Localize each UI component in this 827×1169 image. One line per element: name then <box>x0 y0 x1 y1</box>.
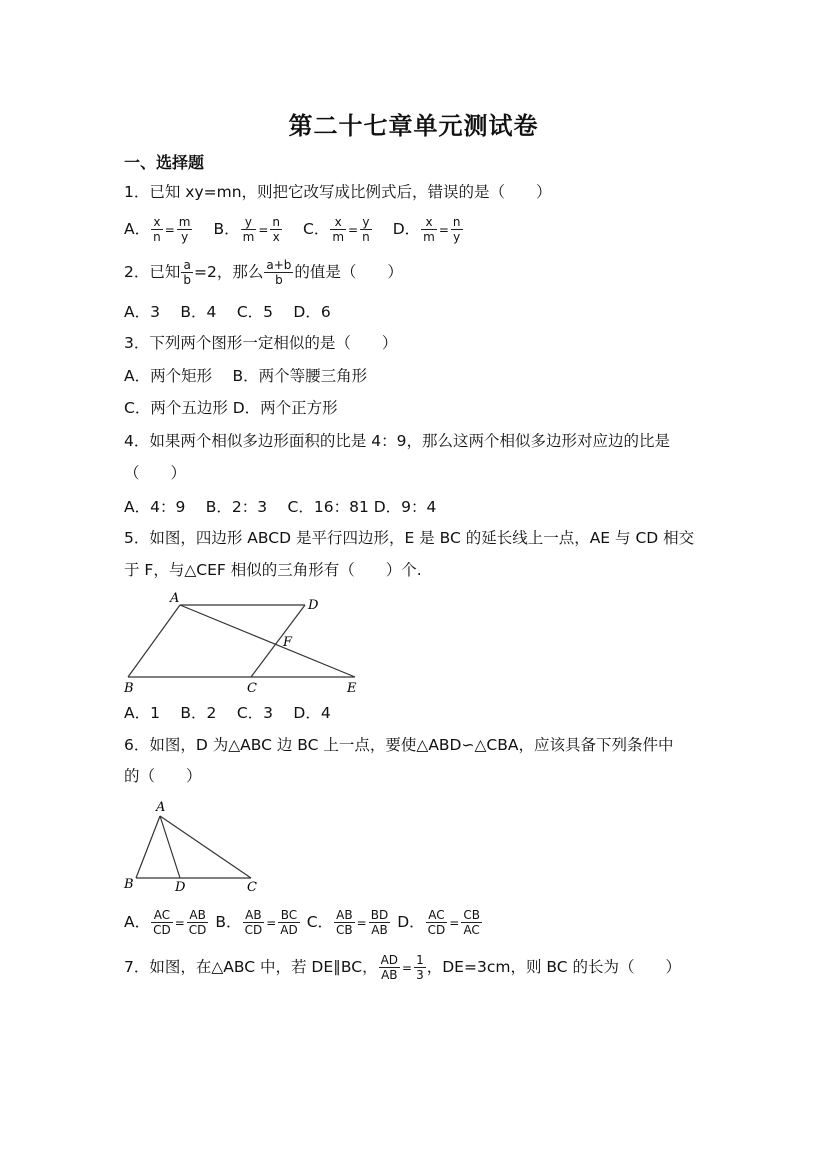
option-b-label: B． <box>215 913 242 931</box>
segment-ae <box>180 605 355 677</box>
fraction: $\frac{1}{3}$ <box>416 953 424 982</box>
parallelogram-figure <box>118 588 378 700</box>
question-1-options: A． $\frac{x}{n}$ = $\frac{m}{y}$ B． $\frac{y}{m}$ = $\frac{n}{x}$ C． $\frac{x}{m}$ = $\frac{y}{n}$ D． $\frac{x}{m}$ = $\frac{n}{y}$ <box>124 215 461 244</box>
question-4-options: A．4：9 B．2：3 C．16：81 D．9：4 <box>124 498 437 516</box>
question-1-stem: 1．已知 xy=mn，则把它改写成比例式后，错误的是（ ） <box>124 183 552 201</box>
fraction: $\frac{a}{b}$ <box>183 258 191 287</box>
option-c-label: C． <box>303 220 330 238</box>
option-a-label: A． <box>124 220 151 238</box>
option-d-label: D． <box>397 913 425 931</box>
label-d: D <box>308 598 319 613</box>
option-b-label: B． <box>213 220 240 238</box>
label-f: F <box>283 635 293 650</box>
page-title: 第二十七章单元测试卷 <box>288 112 539 140</box>
question-3-options-2: C．两个五边形 D．两个正方形 <box>124 399 338 417</box>
fraction: $\frac{AB}{CD}$ <box>244 908 263 937</box>
fraction: $\frac{n}{x}$ <box>272 215 280 244</box>
fraction: $\frac{AB}{CD}$ <box>188 908 207 937</box>
label-b: B <box>124 877 134 892</box>
segment-dc <box>251 605 305 677</box>
fraction: $\frac{x}{m}$ <box>332 215 345 244</box>
segment-ab <box>136 816 160 878</box>
label-c: C <box>247 880 257 895</box>
option-a-label: A． <box>124 913 151 931</box>
question-2-options: A．3 B．4 C．5 D．6 <box>124 303 331 321</box>
option-d-label: D． <box>392 220 421 238</box>
section-heading: 一、选择题 <box>124 153 205 172</box>
question-5-options: A．1 B．2 C．3 D．4 <box>124 704 331 722</box>
triangle-figure <box>118 795 268 897</box>
fraction: $\frac{m}{y}$ <box>178 215 191 244</box>
label-a: A <box>170 591 180 606</box>
option-c-label: C． <box>306 913 334 931</box>
label-e: E <box>347 681 357 696</box>
fraction: $\frac{AB}{CB}$ <box>336 908 353 937</box>
fraction: $\frac{AD}{AB}$ <box>380 953 399 982</box>
segment-ad <box>160 816 180 878</box>
question-2-stem: 2．已知 $\frac{a}{b}$ =2，那么 $\frac{a+b}{b}$ 的值是（ ） <box>124 258 403 287</box>
fraction: $\frac{y}{n}$ <box>362 215 370 244</box>
fraction: $\frac{BC}{AD}$ <box>280 908 298 937</box>
question-7-stem: 7．如图，在△ABC 中，若 DE∥BC， $\frac{AD}{AB}$ = $\frac{1}{3}$ ，DE=3cm，则 BC 的长为（ ） <box>124 953 681 982</box>
question-4-stem-2: （ ） <box>124 464 187 482</box>
label-a: A <box>156 800 166 815</box>
fraction: $\frac{x}{n}$ <box>153 215 161 244</box>
label-c: C <box>247 681 257 696</box>
fraction: $\frac{AC}{CD}$ <box>427 908 446 937</box>
question-4-stem-1: 4．如果两个相似多边形面积的比是 4：9，那么这两个相似多边形对应边的比是 <box>124 432 671 450</box>
question-6-options: A． $\frac{AC}{CD}$ = $\frac{AB}{CD}$ B． $\frac{AB}{CD}$ = $\frac{BC}{AD}$ C． $\frac{AB}{CB}$ = $\frac{BD}{AB}$ D． $\frac{AC}{CD}$ = $\frac{CB}{AC}$ <box>124 908 480 937</box>
question-5-stem-1: 5．如图，四边形 ABCD 是平行四边形，E 是 BC 的延长线上一点，AE 与 CD 相交 <box>124 529 695 547</box>
question-6-stem-2: 的（ ） <box>124 767 202 785</box>
question-6-stem-1: 6．如图，D 为△ABC 边 BC 上一点，要使△ABD∽△CBA，应该具备下列条件中 <box>124 736 674 754</box>
segment-ac <box>160 816 251 878</box>
fraction: $\frac{x}{m}$ <box>423 215 435 244</box>
fraction: $\frac{AC}{CD}$ <box>153 908 171 937</box>
fraction: $\frac{y}{m}$ <box>242 215 255 244</box>
question-3-options-1: A．两个矩形 B．两个等腰三角形 <box>124 367 368 385</box>
fraction: $\frac{CB}{AC}$ <box>463 908 480 937</box>
segment-ab <box>128 605 180 677</box>
question-3-stem: 3．下列两个图形一定相似的是（ ） <box>124 334 398 352</box>
label-d: D <box>175 880 186 895</box>
label-b: B <box>124 681 134 696</box>
fraction: $\frac{BD}{AB}$ <box>370 908 389 937</box>
question-5-stem-2: 于 F，与△CEF 相似的三角形有（ ）个. <box>124 561 422 579</box>
fraction: $\frac{n}{y}$ <box>452 215 461 244</box>
fraction: $\frac{a+b}{b}$ <box>266 258 292 287</box>
